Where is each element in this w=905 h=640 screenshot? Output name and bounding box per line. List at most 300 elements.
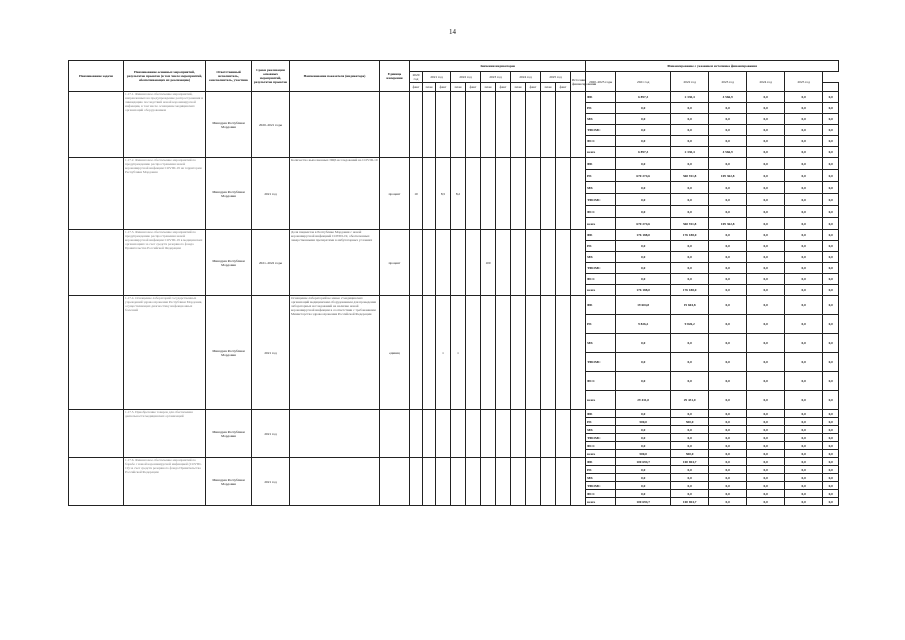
finance-source: ФСС [586, 136, 616, 147]
finance-value: 0,0 [823, 147, 839, 158]
finance-value: 0,0 [823, 285, 839, 296]
task-cell [69, 296, 124, 410]
indicator-value: 10 [410, 158, 423, 230]
finance-source: ТФОМС [586, 125, 616, 136]
finance-value: 0,0 [616, 252, 671, 263]
finance-value: 0,0 [785, 466, 823, 474]
indicator-value [556, 92, 571, 158]
indicator-value [541, 296, 556, 410]
header-year-fin: 2024 год [747, 72, 785, 92]
finance-value: 0,0 [785, 490, 823, 498]
finance-value: 0,0 [671, 182, 709, 194]
indicator-value [541, 158, 556, 230]
indicator-value [423, 458, 436, 506]
finance-value: 0,0 [709, 263, 747, 274]
indicator-value [466, 158, 481, 230]
finance-value: 0,0 [671, 158, 709, 170]
finance-value: 0,0 [747, 252, 785, 263]
header-year-ind: 2023 год [481, 72, 511, 83]
finance-source: РБ [586, 103, 616, 114]
finance-value: 0,0 [747, 206, 785, 218]
finance-source: ФБ [586, 230, 616, 241]
finance-source: всего [586, 450, 616, 458]
finance-value: 0,0 [823, 296, 839, 315]
indicator-value: 8,2 [451, 158, 466, 230]
finance-value: 0,0 [747, 241, 785, 252]
finance-value: 0,0 [747, 315, 785, 334]
header-executor: Ответственный исполнитель, соисполнитель, участник [206, 61, 252, 92]
finance-value: 0,0 [616, 482, 671, 490]
finance-source: МБ [586, 334, 616, 353]
header-subcol-empty [823, 83, 839, 92]
finance-source: МБ [586, 474, 616, 482]
indicator-value [481, 296, 496, 410]
indicator-value: 100 [481, 230, 496, 296]
finance-value: 0,0 [823, 263, 839, 274]
finance-value: 0,0 [823, 92, 839, 103]
activity-name: 1.17.2. Финансовое обеспечение мероприятий по предупреждению распространения новой коронавирусной инфекции COVID-19 на территории Республики Мордовия [124, 158, 206, 230]
term: 2021 год [252, 410, 290, 458]
finance-value: 0,0 [823, 410, 839, 418]
finance-value: 500,0 [616, 450, 671, 458]
header-subcol: факт [496, 83, 511, 92]
activity-name: 1.17.1. Финансовое обеспечение мероприятий, направленных на предупреждение распространения и ликвидацию последствий новой коронавирусной инфекции, в том числе оснащение медицинских организаций оборудованием [124, 92, 206, 158]
finance-value: 0,0 [616, 194, 671, 206]
header-subcol: факт [556, 83, 571, 92]
indicator-value [511, 92, 526, 158]
finance-value: 0,0 [747, 450, 785, 458]
finance-value: 0,0 [823, 391, 839, 410]
finance-value: 0,0 [616, 103, 671, 114]
finance-value: 0,0 [616, 426, 671, 434]
finance-value: 0,0 [823, 434, 839, 442]
finance-value: 0,0 [671, 466, 709, 474]
finance-value: 176 188,0 [616, 285, 671, 296]
header-task: Наименование задачи [69, 61, 124, 92]
indicator-value [410, 410, 423, 458]
finance-value: 0,0 [709, 474, 747, 482]
indicator-value [410, 296, 423, 410]
finance-value: 0,0 [709, 230, 747, 241]
finance-source: РБ [586, 241, 616, 252]
finance-source: ТФОМС [586, 263, 616, 274]
finance-value: 0,0 [671, 353, 709, 372]
finance-value: 0,0 [616, 206, 671, 218]
finance-value: 2 330,4 [671, 92, 709, 103]
finance-value: 0,0 [709, 158, 747, 170]
finance-value: 0,0 [671, 482, 709, 490]
finance-value: 0,0 [823, 182, 839, 194]
finance-value: 0,0 [747, 426, 785, 434]
finance-source: ФСС [586, 442, 616, 450]
finance-value: 0,0 [785, 418, 823, 426]
finance-value: 0,0 [747, 103, 785, 114]
finance-source: всего [586, 147, 616, 158]
finance-value: 0,0 [823, 274, 839, 285]
table-row [69, 296, 839, 315]
finance-source: ФСС [586, 372, 616, 391]
indicator-name: Количество выполненных ПЦР-исследований на COVID-19 [290, 158, 380, 230]
finance-value: 9 826,2 [671, 315, 709, 334]
indicator-value [526, 410, 541, 458]
finance-value: 0,0 [671, 372, 709, 391]
indicator-value [541, 458, 556, 506]
finance-value: 0,0 [709, 498, 747, 506]
finance-value: 0,0 [747, 410, 785, 418]
unit: единиц [380, 296, 410, 410]
finance-value: 0,0 [823, 125, 839, 136]
finance-value: 0,0 [709, 315, 747, 334]
finance-value: 0,0 [616, 442, 671, 450]
finance-value: 0,0 [785, 230, 823, 241]
finance-value: 0,0 [709, 182, 747, 194]
indicator-value [526, 230, 541, 296]
finance-value: 670 274,6 [616, 170, 671, 182]
indicator-value [556, 410, 571, 458]
header-unit: Единица измерения [380, 61, 410, 92]
activity-name: 1.17.5. Приобретение товаров для обеспечения деятельности медицинских организаций [124, 410, 206, 458]
indicator-value [436, 458, 451, 506]
finance-value: 0,0 [823, 482, 839, 490]
finance-value: 0,0 [785, 334, 823, 353]
finance-value: 0,0 [747, 158, 785, 170]
indicator-value: 1 [451, 296, 466, 410]
finance-value: 19 604,8 [616, 296, 671, 315]
finance-value: 0,0 [616, 353, 671, 372]
finance-value: 0,0 [785, 194, 823, 206]
finance-value: 0,0 [747, 285, 785, 296]
finance-value: 100 694,7 [616, 458, 671, 466]
finance-value: 0,0 [823, 353, 839, 372]
indicator-value: 1 [436, 296, 451, 410]
finance-value: 0,0 [747, 263, 785, 274]
finance-value: 100 694,7 [616, 498, 671, 506]
finance-source: МБ [586, 114, 616, 125]
header-finance: Финансирование с указанием источника финансирования [586, 61, 839, 72]
finance-value: 0,0 [671, 252, 709, 263]
finance-source: ТФОМС [586, 482, 616, 490]
finance-value: 176 188,0 [671, 285, 709, 296]
task-cell [69, 92, 124, 158]
indicator-value [571, 296, 586, 410]
finance-value: 0,0 [709, 296, 747, 315]
finance-value: 560 911,8 [671, 170, 709, 182]
finance-value: 500,0 [671, 450, 709, 458]
finance-value: 0,0 [747, 114, 785, 125]
finance-value: 0,0 [747, 372, 785, 391]
indicator-value [496, 458, 511, 506]
finance-value: 0,0 [785, 114, 823, 125]
finance-value: 0,0 [709, 241, 747, 252]
finance-value: 0,0 [823, 372, 839, 391]
finance-value: 0,0 [747, 274, 785, 285]
finance-value: 0,0 [823, 114, 839, 125]
finance-value: 0,0 [671, 114, 709, 125]
page-number: 14 [449, 28, 456, 36]
finance-value: 0,0 [747, 418, 785, 426]
finance-value: 0,0 [616, 136, 671, 147]
term: 2021 год [252, 458, 290, 506]
header-year-fin: 2021 год [616, 72, 671, 92]
finance-value: 0,0 [747, 230, 785, 241]
program-activities-table [68, 60, 839, 506]
header-subcol: план [423, 83, 436, 92]
finance-value: 0,0 [785, 442, 823, 450]
finance-value: 0,0 [823, 450, 839, 458]
finance-value: 670 274,6 [616, 218, 671, 230]
task-cell [69, 230, 124, 296]
finance-value: 0,0 [671, 103, 709, 114]
finance-value: 0,0 [785, 158, 823, 170]
finance-value: 0,0 [709, 136, 747, 147]
indicator-value [556, 230, 571, 296]
unit: процент [380, 230, 410, 296]
executor: Минздрав Республики Мордовия [206, 296, 252, 410]
finance-source: РБ [586, 466, 616, 474]
finance-value: 0,0 [747, 147, 785, 158]
finance-value: 0,0 [785, 241, 823, 252]
finance-value: 0,0 [747, 194, 785, 206]
finance-value: 0,0 [785, 353, 823, 372]
finance-value: 0,0 [616, 466, 671, 474]
header-indicators: Значения индикаторов [410, 61, 586, 72]
indicator-value [423, 92, 436, 158]
finance-value: 0,0 [747, 434, 785, 442]
finance-value: 0,0 [671, 194, 709, 206]
table-row [69, 410, 839, 418]
indicator-value [451, 458, 466, 506]
finance-value: 0,0 [616, 334, 671, 353]
finance-source: ФСС [586, 206, 616, 218]
header-year-ind: 2021 год [423, 72, 451, 83]
finance-value: 0,0 [785, 252, 823, 263]
finance-source: ФСС [586, 490, 616, 498]
finance-value: 0,0 [785, 426, 823, 434]
finance-source: РБ [586, 315, 616, 334]
finance-value: 0,0 [823, 252, 839, 263]
finance-value: 0,0 [747, 391, 785, 410]
header-subcol: план [451, 83, 466, 92]
finance-value: 0,0 [785, 125, 823, 136]
finance-value: 29 431,0 [616, 391, 671, 410]
header-indicator: Наименование показателя (индикатора) [290, 61, 380, 92]
finance-value: 4 566,9 [709, 92, 747, 103]
finance-value: 109 362,8 [709, 170, 747, 182]
indicator-value [541, 230, 556, 296]
finance-value: 0,0 [709, 274, 747, 285]
finance-value: 6 897,3 [616, 147, 671, 158]
finance-value: 0,0 [709, 410, 747, 418]
header-term: Сроки реализации основных мероприятий, результатов проектов [252, 61, 290, 92]
finance-value: 0,0 [671, 263, 709, 274]
finance-value: 176 188,0 [671, 230, 709, 241]
header-year-ind: 2025 год [541, 72, 571, 83]
finance-value: 0,0 [747, 458, 785, 466]
indicator-value [410, 230, 423, 296]
finance-source: МБ [586, 182, 616, 194]
activity-name: 1.17.6. Финансовое обеспечение мероприятий по борьбе с новой коронавирусной инфекцией (COVID-19) за счет средств резервного фонда Правительства Российской Федерации [124, 458, 206, 506]
finance-source: ФБ [586, 296, 616, 315]
finance-value: 0,0 [747, 334, 785, 353]
finance-value: 0,0 [671, 434, 709, 442]
finance-value: 0,0 [823, 458, 839, 466]
finance-value: 0,0 [823, 442, 839, 450]
finance-value: 0,0 [785, 206, 823, 218]
indicator-name [290, 92, 380, 158]
header-subcol: факт [410, 83, 423, 92]
header-subcol: факт [526, 83, 541, 92]
finance-value: 0,0 [747, 482, 785, 490]
finance-value: 0,0 [709, 391, 747, 410]
finance-value: 0,0 [709, 450, 747, 458]
indicator-value [481, 410, 496, 458]
finance-value: 0,0 [671, 334, 709, 353]
finance-value: 0,0 [671, 426, 709, 434]
finance-value: 0,0 [747, 182, 785, 194]
finance-value: 0,0 [616, 274, 671, 285]
indicator-value [410, 92, 423, 158]
finance-value: 0,0 [616, 125, 671, 136]
activity-name: 1.17.4. Оснащение лабораторий государственных учреждений здравоохранения Республики Мордовия, осуществляющих диагностику инфекционных болезней [124, 296, 206, 410]
header-year-ind: 2024 год [511, 72, 541, 83]
task-cell [69, 158, 124, 230]
indicator-value [436, 410, 451, 458]
finance-value: 0,0 [785, 474, 823, 482]
header-year-fin: 2023 год [709, 72, 747, 92]
finance-value: 0,0 [671, 442, 709, 450]
executor: Минздрав Республики Мордовия [206, 92, 252, 158]
finance-value: 0,0 [823, 498, 839, 506]
indicator-value [526, 296, 541, 410]
task-cell [69, 458, 124, 506]
finance-value: 29 431,0 [671, 391, 709, 410]
header-subcol: план [541, 83, 556, 92]
finance-value: 0,0 [747, 296, 785, 315]
finance-value: 0,0 [747, 466, 785, 474]
indicator-value [466, 410, 481, 458]
table-row [69, 458, 839, 466]
finance-value: 0,0 [616, 410, 671, 418]
table-row [69, 92, 839, 103]
finance-source: ТФОМС [586, 194, 616, 206]
finance-source: ТФОМС [586, 353, 616, 372]
finance-value: 0,0 [747, 442, 785, 450]
term: 2021 год [252, 296, 290, 410]
unit [380, 458, 410, 506]
header-activity: Наименование основных мероприятий, результатов проектов (в том числе мероприятий, обеспечивающих их реализацию) [124, 61, 206, 92]
indicator-name [290, 410, 380, 458]
executor: Минздрав Республики Мордовия [206, 158, 252, 230]
finance-value: 0,0 [709, 125, 747, 136]
indicator-value [423, 296, 436, 410]
indicator-value [571, 230, 586, 296]
finance-value: 0,0 [616, 490, 671, 498]
finance-value: 0,0 [616, 263, 671, 274]
indicator-value [481, 458, 496, 506]
finance-value: 0,0 [709, 353, 747, 372]
finance-value: 0,0 [785, 450, 823, 458]
finance-value: 0,0 [709, 206, 747, 218]
finance-value: 6 897,3 [616, 92, 671, 103]
finance-value: 0,0 [785, 274, 823, 285]
header-year-ind: 2020 год [410, 72, 423, 83]
finance-value: 0,0 [747, 92, 785, 103]
indicator-value [496, 296, 511, 410]
finance-value: 0,0 [671, 125, 709, 136]
finance-source: ФБ [586, 158, 616, 170]
finance-value: 0,0 [747, 218, 785, 230]
finance-value: 0,0 [709, 490, 747, 498]
indicator-value [526, 92, 541, 158]
header-subcol: план [511, 83, 526, 92]
finance-value: 0,0 [823, 218, 839, 230]
finance-value: 100 694,7 [671, 458, 709, 466]
finance-value: 0,0 [709, 434, 747, 442]
indicator-value [541, 410, 556, 458]
finance-value: 0,0 [616, 474, 671, 482]
finance-value: 0,0 [823, 334, 839, 353]
indicator-value [571, 92, 586, 158]
indicator-value [451, 230, 466, 296]
finance-value: 0,0 [747, 498, 785, 506]
finance-value: 0,0 [785, 218, 823, 230]
finance-value: 0,0 [823, 206, 839, 218]
indicator-value [451, 92, 466, 158]
finance-value: 0,0 [785, 170, 823, 182]
finance-value: 0,0 [709, 372, 747, 391]
finance-value: 0,0 [747, 170, 785, 182]
finance-value: 0,0 [616, 434, 671, 442]
finance-value: 0,0 [671, 241, 709, 252]
program-table-wrapper [68, 60, 838, 506]
indicator-value [466, 230, 481, 296]
indicator-value [436, 92, 451, 158]
finance-value: 4 566,9 [709, 147, 747, 158]
finance-value: 0,0 [747, 125, 785, 136]
finance-value: 0,0 [671, 490, 709, 498]
finance-source: ТФОМС [586, 434, 616, 442]
finance-source: всего [586, 391, 616, 410]
finance-value: 176 188,0 [616, 230, 671, 241]
finance-value: 0,0 [823, 315, 839, 334]
finance-value: 0,0 [823, 241, 839, 252]
finance-value: 2 330,4 [671, 147, 709, 158]
indicator-value [556, 296, 571, 410]
unit [380, 410, 410, 458]
indicator-value [466, 296, 481, 410]
finance-value: 0,0 [747, 490, 785, 498]
indicator-value [481, 92, 496, 158]
finance-value: 0,0 [785, 92, 823, 103]
finance-value: 0,0 [709, 334, 747, 353]
finance-value: 0,0 [747, 353, 785, 372]
header-subcol: план [481, 83, 496, 92]
finance-value: 0,0 [671, 136, 709, 147]
finance-value: 0,0 [709, 418, 747, 426]
term: 2021 год [252, 158, 290, 230]
executor: Минздрав Республики Мордовия [206, 410, 252, 458]
activity-name: 1.17.3. Финансовое обеспечение мероприятий по предупреждению распространения новой коронавирусной инфекции COVID-19 в медицинских организациях за счет средств резервного фонда Правительства Российской Федерации [124, 230, 206, 296]
finance-value: 0,0 [785, 434, 823, 442]
finance-value: 0,0 [823, 158, 839, 170]
header-year-fin: 2020–2025 годы [586, 72, 616, 92]
finance-value: 500,0 [616, 418, 671, 426]
finance-value: 0,0 [785, 103, 823, 114]
finance-value: 0,0 [709, 426, 747, 434]
finance-value: 109 362,8 [709, 218, 747, 230]
finance-value: 0,0 [785, 315, 823, 334]
indicator-value [571, 458, 586, 506]
